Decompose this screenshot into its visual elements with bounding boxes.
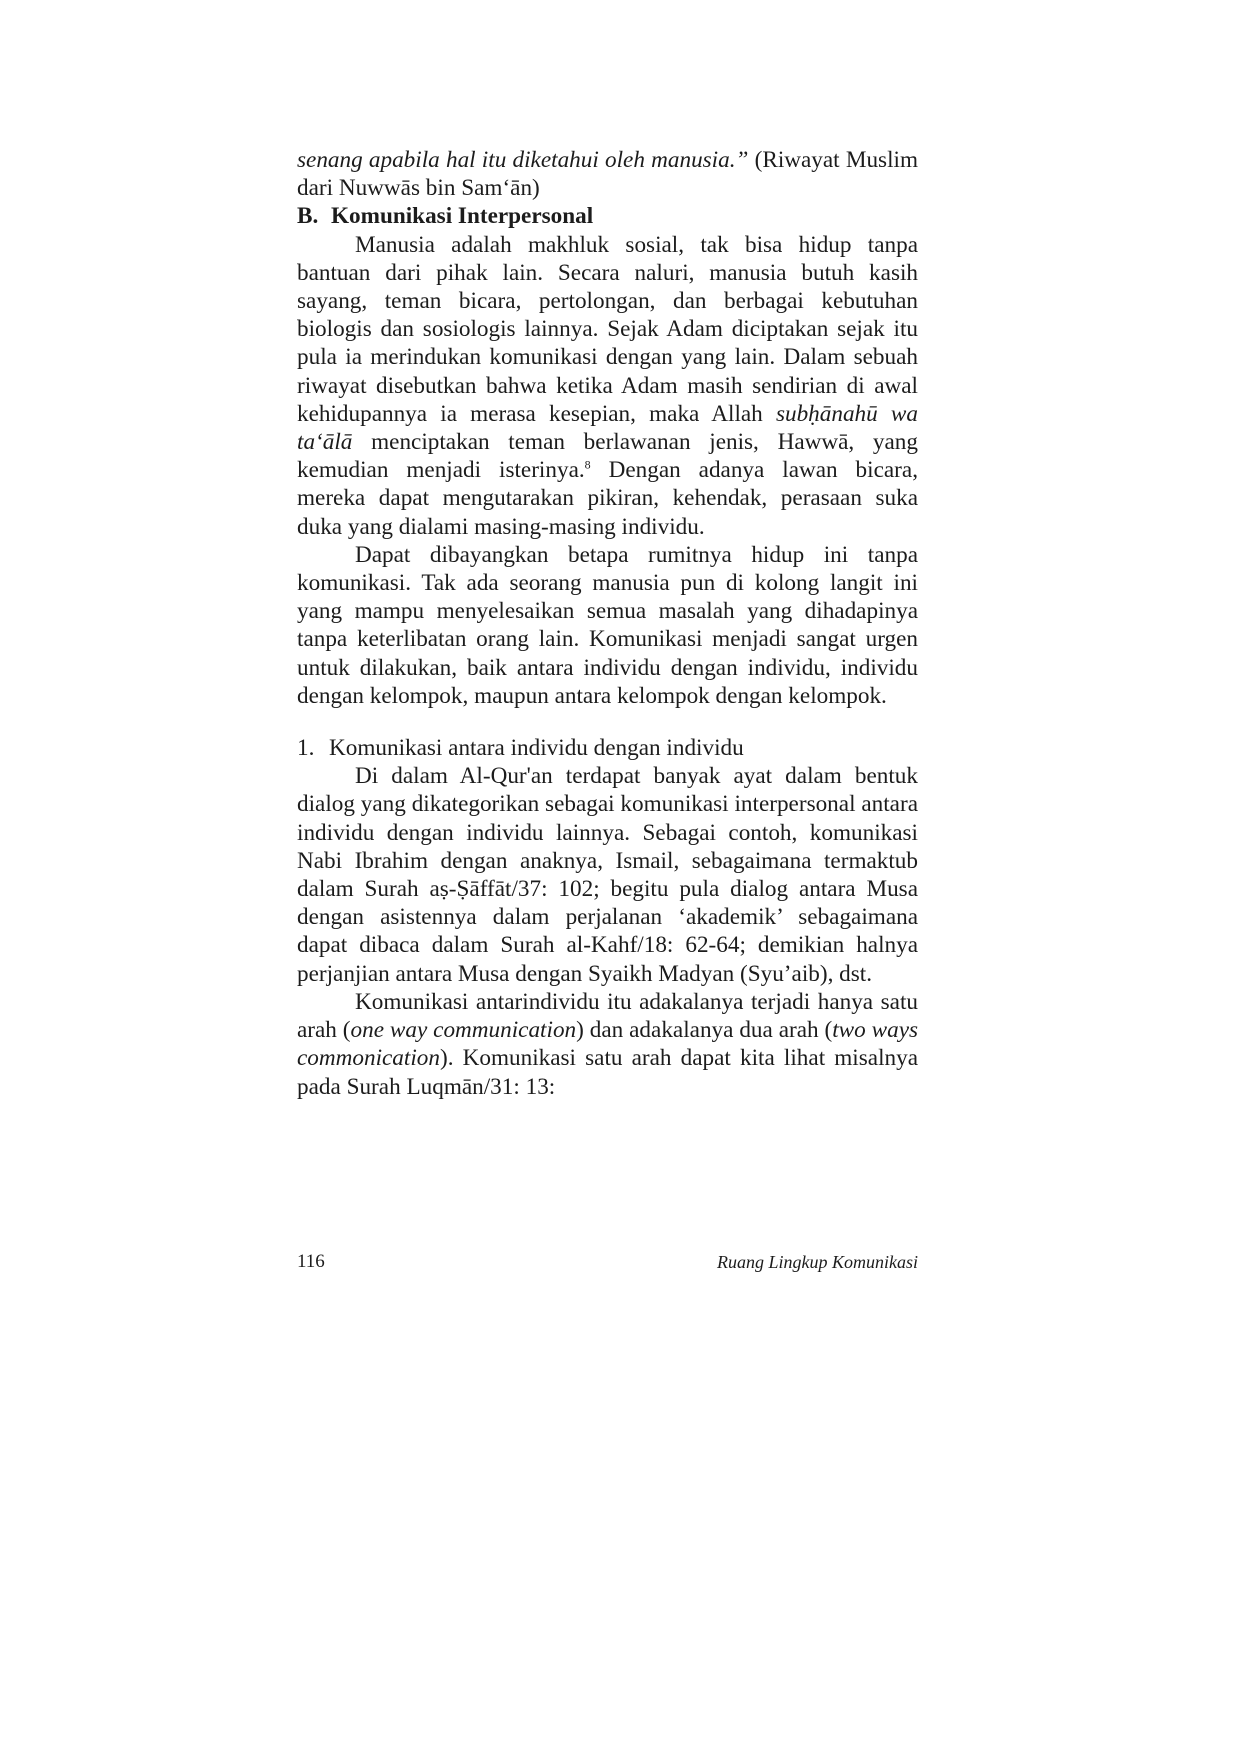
paragraph-4-text-a: Komunikasi antarindividu itu adakalanya terjadi hanya satu arah ( bbox=[297, 988, 918, 1044]
paragraph-1 bbox=[297, 231, 918, 541]
quote-source: (Riwayat Muslim dari Nuwwās bin Sam‘ān) bbox=[297, 147, 918, 202]
subsection-title: Komunikasi antara individu dengan individu bbox=[329, 735, 744, 762]
term-two-ways: two ways commonication bbox=[297, 1017, 919, 1072]
subsection-heading bbox=[297, 734, 918, 762]
page-body bbox=[297, 146, 918, 1101]
quote-italic-text: senang apabila hal itu diketahui oleh manusia.” bbox=[297, 147, 749, 173]
paragraph-1-text-a: Manusia adalah makhluk sosial, tak bisa hidup tanpa bantuan dari pihak lain. Secara naluri, manusia butuh kasih sayang, teman bicara, pertolongan, dan berbagai kebutuhan biologis dan sosiologis lainnya. Sejak Adam diciptakan sejak itu pula ia merindukan komunikasi dengan yang lain. Dalam sebuah riwayat disebutkan bahwa ketika Adam masih sendirian di awal kehidupannya ia merasa kesepian, maka Allah bbox=[297, 231, 918, 427]
subsection-number: 1. bbox=[297, 735, 315, 762]
section-heading bbox=[297, 202, 918, 230]
paragraph-4 bbox=[297, 988, 918, 1101]
paragraph-2: Dapat dibayangkan betapa rumitnya hidup ini tanpa komunikasi. Tak ada seorang manusia pun di kolong langit ini yang mampu menyelesaikan semua masalah yang dihadapinya tanpa keterlibatan orang lain. Komunikasi menjadi sangat urgen untuk dilakukan, baik antara individu dengan individu, individu dengan kelompok, maupun antara kelompok dengan kelompok. bbox=[297, 541, 918, 709]
paragraph-1-text-b: menciptakan teman berlawanan jenis, Hawwā, yang kemudian menjadi isterinya. bbox=[297, 429, 918, 484]
running-title: Ruang Lingkup Komunikasi bbox=[717, 1252, 918, 1272]
paragraph-4-text-b: ) dan adakalanya dua arah ( bbox=[576, 1017, 833, 1044]
hadith-quote-end bbox=[297, 146, 918, 202]
page-number: 116 bbox=[297, 1251, 325, 1272]
footnote-marker: 8 bbox=[584, 457, 591, 472]
paragraph-4-text-c: ). Komunikasi satu arah dapat kita lihat misalnya pada Surah Luqmān/31: 13: bbox=[297, 1045, 918, 1100]
paragraph-1-text-c: Dengan adanya lawan bicara, mereka dapat mengutarakan pikiran, kehendak, perasaan suka duka yang dialami masing-masing individu. bbox=[297, 457, 918, 540]
arabic-term: subḥānahū wa ta‘ālā bbox=[297, 400, 918, 456]
section-title: Komunikasi Interpersonal bbox=[331, 203, 594, 230]
paragraph-3: Di dalam Al-Qur'an terdapat banyak ayat dalam bentuk dialog yang dikategorikan sebagai komunikasi interpersonal antara individu dengan individu lainnya. Sebagai contoh, komunikasi Nabi Ibrahim dengan anaknya, Ismail, sebagaimana termaktub dalam Surah aṣ-Ṣāffāt/37: 102; begitu pula dialog antara Musa dengan asistennya dalam perjalanan ‘akademik’ sebagaimana dapat dibaca dalam Surah al-Kahf/18: 62-64; demikian halnya perjanjian antara Musa dengan Syaikh Madyan (Syu’aib), dst. bbox=[297, 763, 918, 987]
section-letter: B. bbox=[297, 203, 319, 230]
term-one-way: one way communication bbox=[350, 1017, 577, 1044]
